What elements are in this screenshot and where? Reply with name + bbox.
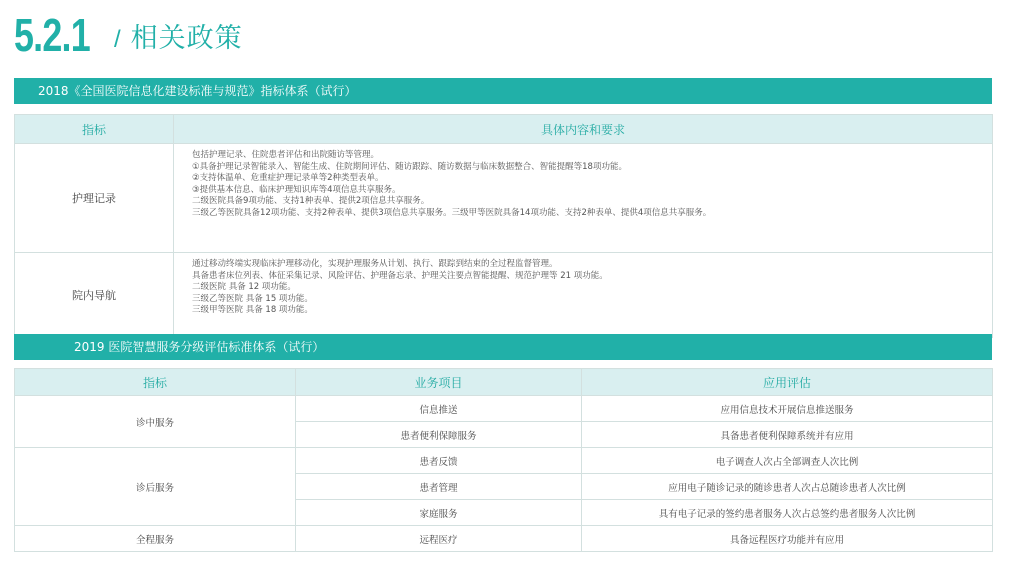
content-line: 通过移动终端实现临床护理移动化，实现护理服务从计划、执行、跟踪到结束的全过程监督管理。 (192, 259, 558, 269)
project-cell: 家庭服务 (296, 500, 582, 526)
evaluation-cell: 具备远程医疗功能并有应用 (582, 526, 993, 552)
column-header-evaluation: 应用评估 (582, 369, 993, 396)
content-line: 二级医院具备9项功能、支持1种表单、提供2项信息共享服务。 (192, 196, 430, 206)
column-header-indicator: 指标 (15, 369, 296, 396)
section-title: 相关政策 (130, 23, 243, 54)
evaluation-cell: 具有电子记录的签约患者服务人次占总签约患者服务人次比例 (582, 500, 993, 526)
evaluation-cell: 具备患者便利保障系统并有应用 (582, 422, 993, 448)
content-line: 三级甲等医院 具备 18 项功能。 (192, 305, 313, 315)
evaluation-cell: 应用信息技术开展信息推送服务 (582, 396, 993, 422)
section1-title-bar: 2018《全国医院信息化建设标准与规范》指标体系（试行） (14, 78, 992, 104)
evaluation-cell: 电子调查人次占全部调查人次比例 (582, 448, 993, 474)
row-label-nursing-record: 护理记录 (15, 144, 174, 253)
project-cell: 信息推送 (296, 396, 582, 422)
table-row (15, 144, 993, 253)
indicator-cell: 诊后服务 (15, 448, 296, 526)
content-line: 三级乙等医院具备12项功能、支持2种表单、提供3项信息共享服务。三级甲等医院具备14项功能、支持2种表单、提供4项信息共享服务。 (192, 207, 712, 218)
row-label-hospital-navigation: 院内导航 (15, 253, 174, 338)
row-content-nursing-record (174, 144, 993, 253)
table-row (15, 253, 993, 338)
table-row (15, 526, 993, 552)
content-line: ②支持体温单、危重症护理记录单等2种类型表单。 (192, 173, 384, 183)
content-line: 具备患者床位列表、体征采集记录、风险评估、护理备忘录、护理关注要点智能提醒、规范护理等 21 项功能。 (192, 270, 608, 281)
nursing-standards-table (14, 114, 993, 338)
section-separator: / (114, 26, 121, 53)
project-cell: 患者反馈 (296, 448, 582, 474)
row-content-hospital-navigation (174, 253, 993, 338)
project-cell: 患者管理 (296, 474, 582, 500)
column-header-project: 业务项目 (296, 369, 582, 396)
table-row (15, 448, 993, 474)
column-header-indicator: 指标 (15, 115, 174, 144)
content-line: 包括护理记录、住院患者评估和出院随访等管理。 (192, 150, 380, 160)
project-cell: 远程医疗 (296, 526, 582, 552)
content-line: 三级乙等医院 具备 15 项功能。 (192, 293, 313, 304)
column-header-content: 具体内容和要求 (174, 115, 993, 144)
section-header (14, 8, 243, 60)
indicator-cell: 诊中服务 (15, 396, 296, 448)
evaluation-cell: 应用电子随诊记录的随诊患者人次占总随诊患者人次比例 (582, 474, 993, 500)
table-row (15, 396, 993, 422)
content-line: ①具备护理记录智能录入、智能生成、住院期间评估、随访跟踪、随访数据与临床数据整合、智能提醒等18项功能。 (192, 161, 627, 172)
smart-service-table (14, 368, 993, 552)
project-cell: 患者便利保障服务 (296, 422, 582, 448)
section-number: 5.2.1 (14, 9, 90, 61)
content-line: ③提供基本信息、临床护理知识库等4项信息共享服务。 (192, 184, 401, 195)
content-line: 二级医院 具备 12 项功能。 (192, 282, 296, 292)
section2-title-bar: 2019 医院智慧服务分级评估标准体系（试行） (14, 334, 992, 360)
indicator-cell: 全程服务 (15, 526, 296, 552)
